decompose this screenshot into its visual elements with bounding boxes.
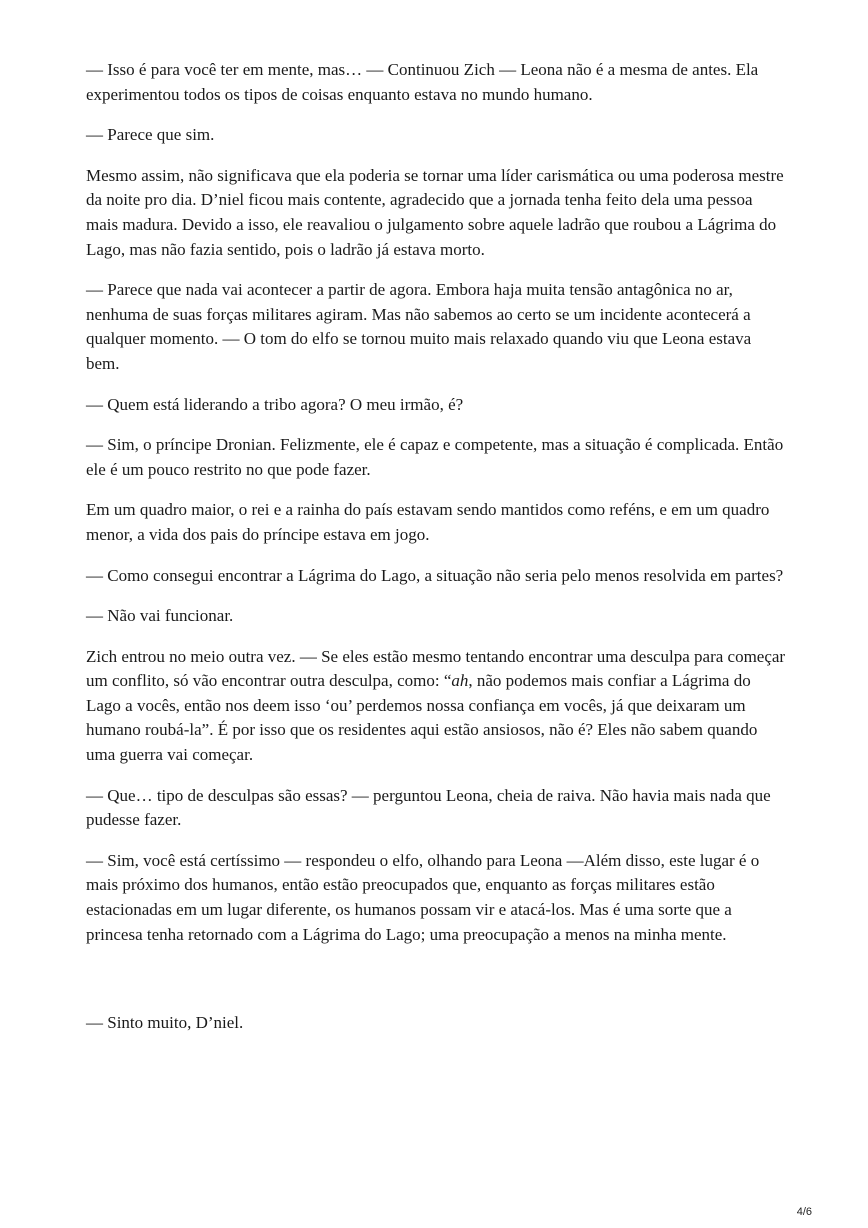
paragraph-10-text-end: , não podemos mais confiar a Lágrima do Lago a vocês, então nos deem isso ‘ou’ perdemos nossa confiança em vocês, já que deixaram um humano roubá-la”. É por isso que os residentes aqui estão ansiosos, não é? Eles não sabem quando uma guerra vai começar. <box>86 671 758 765</box>
paragraph-9: — Não vai funcionar. <box>86 606 234 626</box>
paragraph-6: — Sim, o príncipe Dronian. Felizmente, ele é capaz e competente, mas a situação é complicada. Então ele é um pouco restrito no que pode fazer. <box>86 435 784 479</box>
paragraph-4: — Parece que nada vai acontecer a partir de agora. Embora haja muita tensão antagônica no ar, nenhuma de suas forças militares agiram. Mas não sabemos ao certo se um incidente acontecerá a qualquer momento. — O tom do elfo se tornou muito mais relaxado quando viu que Leona estava bem. <box>86 280 752 373</box>
paragraph-8: — Como consegui encontrar a Lágrima do Lago, a situação não seria pelo menos resolvida em partes? <box>86 565 784 585</box>
paragraph-3: Mesmo assim, não significava que ela poderia se tornar uma líder carismática ou uma poderosa mestre da noite pro dia. D’niel ficou mais contente, agradecido que a jornada tenha feito dela uma pessoa mais madura. Devido a isso, ele reavaliou o julgamento sobre aquele ladrão que roubou a Lágrima do Lago, mas não fazia sentido, pois o ladrão já estava morto. <box>86 165 784 259</box>
blank-space <box>86 963 786 1011</box>
document-page <box>86 58 786 1052</box>
paragraph-5: — Quem está liderando a tribo agora? O meu irmão, é? <box>86 394 464 414</box>
paragraph-10-italic: ah <box>451 671 469 691</box>
paragraph-7: Em um quadro maior, o rei e a rainha do país estavam sendo mantidos como reféns, e em um quadro menor, a vida dos pais do príncipe estava em jogo. <box>86 500 770 544</box>
paragraph-10 <box>86 645 786 768</box>
page-number: 4/6 <box>796 1206 812 1218</box>
paragraph-12: — Sim, você está certíssimo — respondeu o elfo, olhando para Leona —Além disso, este lugar é o mais próximo dos humanos, então estão preocupados que, enquanto as forças militares estão estacionadas em um lugar diferente, os humanos possam vir e atacá-los. Mas é uma sorte que a princesa tenha retornado com a Lágrima do Lago; uma preocupação a menos na minha mente. <box>86 850 760 944</box>
paragraph-11: — Que… tipo de desculpas são essas? — perguntou Leona, cheia de raiva. Não havia mais nada que pudesse fazer. <box>86 785 771 830</box>
paragraph-2: — Parece que sim. <box>86 125 215 145</box>
paragraph-1: — Isso é para você ter em mente, mas… — Continuou Zich — Leona não é a mesma de antes. Ela experimentou todos os tipos de coisas enquanto estava no mundo humano. <box>86 60 759 104</box>
paragraph-13: — Sinto muito, D’niel. <box>86 1013 244 1033</box>
paragraph-10-text-start: Zich entrou no meio outra vez. — Se eles estão mesmo tentando encontrar uma desculpa para começar um conflito, só vão encontrar outra desculpa, como: “ <box>86 646 786 691</box>
